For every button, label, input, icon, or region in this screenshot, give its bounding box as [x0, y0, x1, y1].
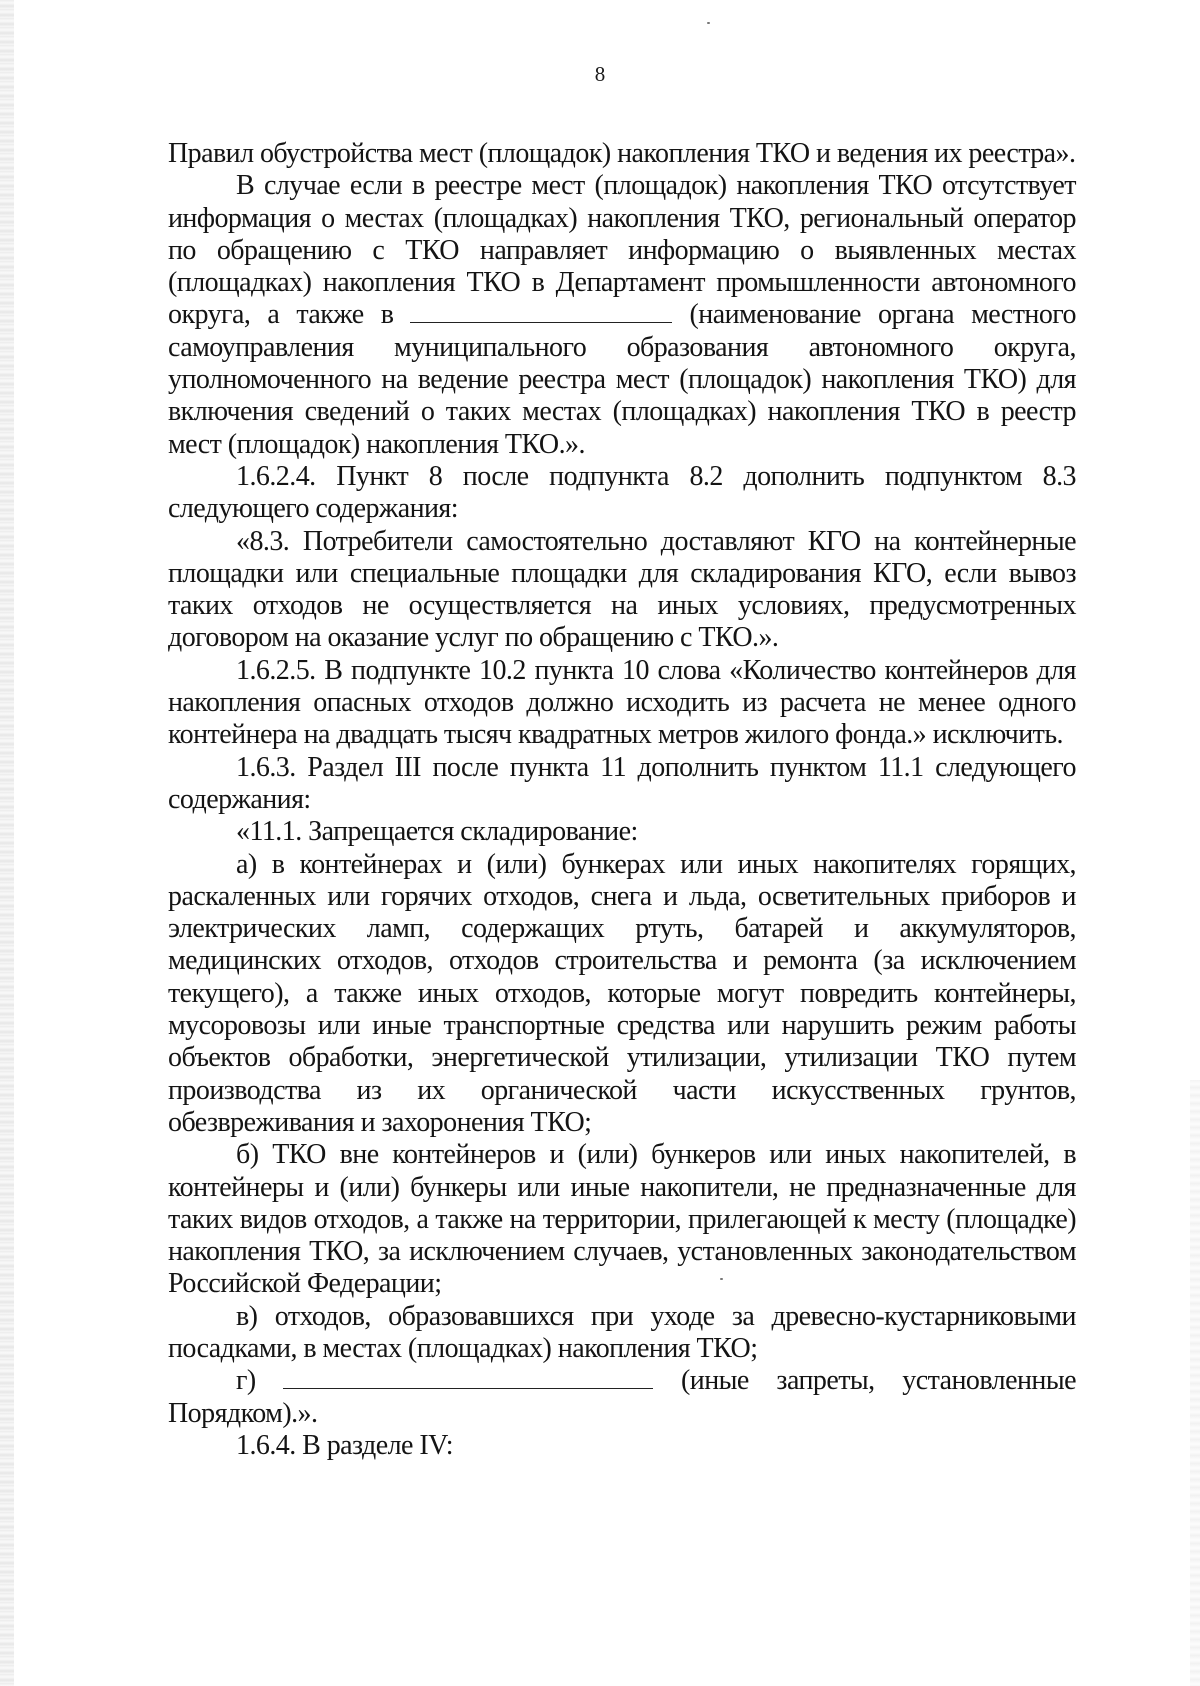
scan-edge-right [1190, 1080, 1200, 1686]
page-number: 8 [594, 62, 606, 86]
paragraph [168, 1365, 1076, 1430]
paragraph-text: г) [236, 1365, 284, 1397]
paragraph-text: (иные запреты, установленные Порядком).». [168, 1365, 1076, 1429]
paragraph: в) отходов, образовавшихся при уходе за древесно-кустарниковыми посадками, в местах (площадках) накопления ТКО; [168, 1300, 1076, 1364]
paragraph-text: (наименование органа местного самоуправления муниципального образования автономного округа, уполномоченного на ведение реестра мест (площадок) накопления ТКО) для включения сведений о таких местах (площадках) накопления ТКО в реестр мест (площадок) накопления ТКО.». [168, 299, 1076, 460]
paragraph: а) в контейнерах и (или) бункерах или иных накопителях горящих, раскаленных или горячих отходов, снега и льда, осветительных приборов и электрических ламп, содержащих ртуть, батарей и аккумуляторов, медицинских отходов, отходов строительства и ремонта (за исключением текущего), а также иных отходов, которые могут повредить контейнеры, мусоровозы или иные транспортные средства или нарушить режим работы объектов обработки, энергетической утилизации, утилизации ТКО путем производства из их органической части искусственных грунтов, обезвреживания и захоронения ТКО; [168, 848, 1076, 1138]
paragraph [168, 170, 1076, 461]
paragraph: «11.1. Запрещается складирование: [236, 816, 638, 848]
paragraph: 1.6.4. В разделе IV: [236, 1429, 453, 1461]
paragraph: б) ТКО вне контейнеров и (или) бункеров или иных накопителей, в контейнеры и (или) бункеры или иные накопители, не предназначенные для таких видов отходов, а также на территории, прилегающей к месту (площадке) накопления ТКО, за исключением случаев, установленных законодательством Российской Федерации; [168, 1139, 1076, 1300]
scan-edge-left [0, 0, 14, 1686]
document-body [168, 138, 1076, 1462]
paragraph-text: В случае если в реестре мест (площадок) накопления ТКО отсутствует информация о местах (площадках) накопления ТКО, региональный оператор по обращению с ТКО направляет информацию о выявленных местах (площадках) накопления ТКО в Департамент промышленности автономного округа, а также в [168, 170, 1076, 331]
paragraph: 1.6.3. Раздел III после пункта 11 дополнить пунктом 11.1 следующего содержания: [168, 751, 1076, 815]
fill-in-blank [410, 300, 672, 323]
paragraph: «8.3. Потребители самостоятельно доставляют КГО на контейнерные площадки или специальные площадки для складирования КГО, если вывоз таких отходов не осуществляется на иных условиях, предусмотренных договором на оказание услуг по обращению с ТКО.». [168, 525, 1076, 654]
paragraph: Правил обустройства мест (площадок) накопления ТКО и ведения их реестра». [168, 138, 1076, 169]
paragraph: 1.6.2.5. В подпункте 10.2 пункта 10 слова «Количество контейнеров для накопления опасных отходов должно исходить из расчета не менее одного контейнера на двадцать тысяч квадратных метров жилого фонда.» исключить. [168, 654, 1076, 751]
paragraph: 1.6.2.4. Пункт 8 после подпункта 8.2 дополнить подпунктом 8.3 следующего содержания: [168, 460, 1076, 525]
fill-in-blank [283, 1366, 653, 1389]
scan-speck [707, 22, 710, 24]
